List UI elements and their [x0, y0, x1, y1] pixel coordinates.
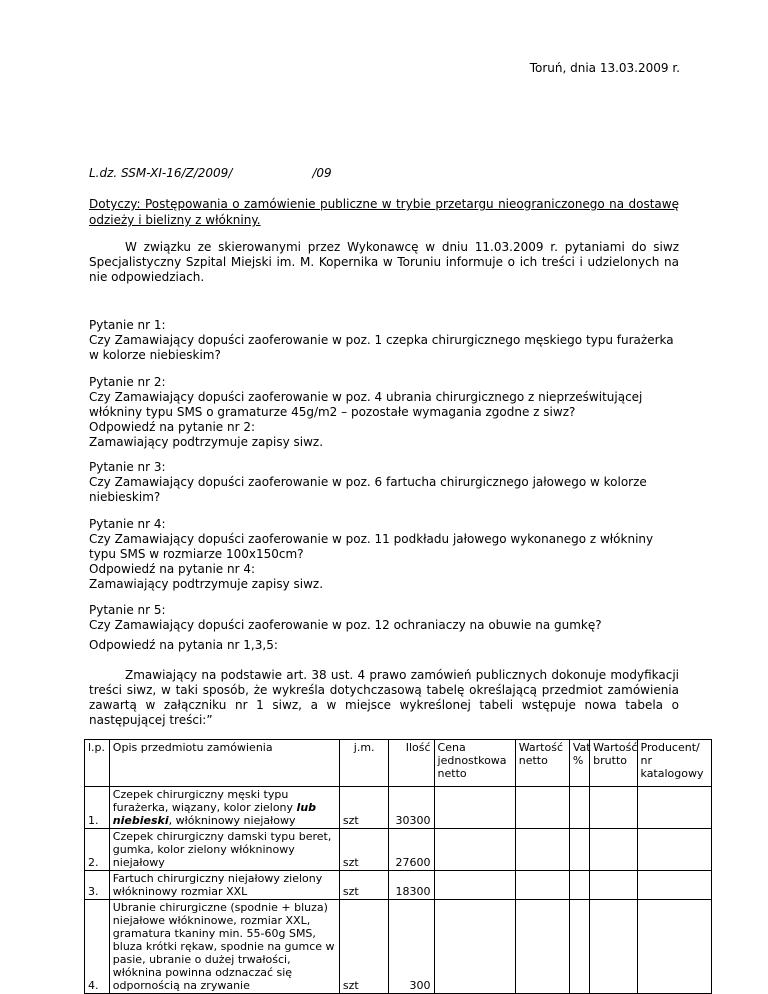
question-1	[89, 318, 679, 363]
row-description: Ubranie chirurgiczne (spodnie + bluza) niejałowe włókninowe, rozmiar XXL, gramatura tkaniny min. 55-60g SMS, bluza krótki rękaw, spodnie na gumce w pasie, ubranie o dużej trwałości, włóknina powinna odznaczać się odpornością na zrywanie	[109, 900, 339, 994]
question-title: Pytanie nr 1:	[89, 318, 166, 332]
question-text: Czy Zamawiający dopuści zaoferowanie w poz. 12 ochraniaczy na obuwie na gumkę?	[89, 618, 602, 632]
row-unit: szt	[339, 829, 389, 871]
reference-number	[89, 166, 332, 180]
row-lp: 4.	[85, 900, 110, 994]
row-vat	[569, 871, 589, 900]
row-lp: 3.	[85, 871, 110, 900]
header-producer: Producent/ nr katalogowy	[637, 740, 711, 787]
question-title: Pytanie nr 4:	[89, 517, 166, 531]
answer-title: Odpowiedź na pytanie nr 2:	[89, 420, 256, 434]
question-text: Czy Zamawiający dopuści zaoferowanie w poz. 11 podkładu jałowego wykonanego z włókniny typu SMS w rozmiarze 100x150cm?	[89, 532, 654, 561]
row-unit-price	[434, 871, 515, 900]
question-5	[89, 603, 679, 633]
row-quantity: 300	[389, 900, 434, 994]
row-gross-value	[590, 787, 637, 829]
row-vat	[569, 900, 589, 994]
row-producer	[637, 829, 711, 871]
row-vat	[569, 787, 589, 829]
table-row	[85, 829, 712, 871]
question-2	[89, 375, 679, 450]
emphasis-text: lub niebieski	[112, 801, 317, 827]
modification-paragraph: Zmawiający na podstawie art. 38 ust. 4 prawo zamówień publicznych dokonuje modyfikacji treści siwz, w taki sposób, że wykreśla dotychczasową tabelę określającą przedmiot zamówienia zawartą w załączniku nr 1 siwz, a w miejsce wykreślonej tabeli wstępuje nowa tabela o następującej treści:”	[89, 668, 679, 727]
question-title: Pytanie nr 3:	[89, 460, 166, 474]
row-lp: 1.	[85, 787, 110, 829]
question-text: Czy Zamawiający dopuści zaoferowanie w poz. 4 ubrania chirurgicznego z nieprześwitującej włókniny typu SMS o gramaturze 45g/m2 – pozostałe wymagania zgodne z siwz?	[89, 390, 643, 419]
reference-prefix: L.dz. SSM-XI-16/Z/2009/	[89, 166, 233, 180]
question-text: Czy Zamawiający dopuści zaoferowanie w poz. 1 czepka chirurgicznego męskiego typu furażerka w kolorze niebieskim?	[89, 333, 674, 362]
row-net-value	[515, 900, 569, 994]
question-title: Pytanie nr 2:	[89, 375, 166, 389]
row-producer	[637, 871, 711, 900]
order-table	[84, 739, 712, 994]
row-quantity: 27600	[389, 829, 434, 871]
answer-text: Zamawiający podtrzymuje zapisy siwz.	[89, 577, 324, 591]
table-row	[85, 900, 712, 994]
row-unit: szt	[339, 787, 389, 829]
table-header-row	[85, 740, 712, 787]
header-unit-price: Cena jednostkowa netto	[434, 740, 515, 787]
header-gross-value: Wartość brutto	[590, 740, 637, 787]
row-description: Czepek chirurgiczny damski typu beret, gumka, kolor zielony włókninowy niejałowy	[109, 829, 339, 871]
row-description: Fartuch chirurgiczny niejałowy zielony włókninowy rozmiar XXL	[109, 871, 339, 900]
row-net-value	[515, 787, 569, 829]
row-gross-value	[590, 871, 637, 900]
row-net-value	[515, 829, 569, 871]
row-gross-value	[590, 900, 637, 994]
row-unit: szt	[339, 900, 389, 994]
row-unit: szt	[339, 871, 389, 900]
header-lp: l.p.	[85, 740, 110, 787]
row-unit-price	[434, 787, 515, 829]
table-row	[85, 871, 712, 900]
row-producer	[637, 787, 711, 829]
header-quantity: Ilość	[389, 740, 434, 787]
header-net-value: Wartość netto	[515, 740, 569, 787]
answer-title: Odpowiedź na pytanie nr 4:	[89, 562, 256, 576]
row-quantity: 18300	[389, 871, 434, 900]
reference-suffix: /09	[312, 166, 332, 180]
date-line: Toruń, dnia 13.03.2009 r.	[529, 61, 680, 75]
row-gross-value	[590, 829, 637, 871]
answer-heading: Odpowiedź na pytania nr 1,3,5:	[89, 638, 278, 652]
answer-text: Zamawiający podtrzymuje zapisy siwz.	[89, 435, 324, 449]
header-description: Opis przedmiotu zamówienia	[109, 740, 339, 787]
row-description: Czepek chirurgiczny męski typu furażerka, wiązany, kolor zielony lub niebieski, włókninowy niejałowy	[109, 787, 339, 829]
question-text: Czy Zamawiający dopuści zaoferowanie w poz. 6 fartucha chirurgicznego jałowego w kolorze niebieskim?	[89, 475, 647, 504]
table-row	[85, 787, 712, 829]
row-unit-price	[434, 900, 515, 994]
header-vat: Vat %	[569, 740, 589, 787]
header-unit: j.m.	[339, 740, 389, 787]
subject-line: Dotyczy: Postępowania o zamówienie publiczne w trybie przetargu nieograniczonego na dostawę odzieży i bielizny z włókniny.	[89, 197, 679, 227]
row-quantity: 30300	[389, 787, 434, 829]
row-lp: 2.	[85, 829, 110, 871]
question-4	[89, 517, 679, 592]
row-net-value	[515, 871, 569, 900]
row-vat	[569, 829, 589, 871]
question-3	[89, 460, 679, 505]
intro-paragraph: W związku ze skierowanymi przez Wykonawcę w dniu 11.03.2009 r. pytaniami do siwz Specjalistyczny Szpital Miejski im. M. Kopernika w Toruniu informuje o ich treści i udzielonych na nie odpowiedziach.	[89, 240, 679, 284]
question-title: Pytanie nr 5:	[89, 603, 166, 617]
row-unit-price	[434, 829, 515, 871]
row-producer	[637, 900, 711, 994]
